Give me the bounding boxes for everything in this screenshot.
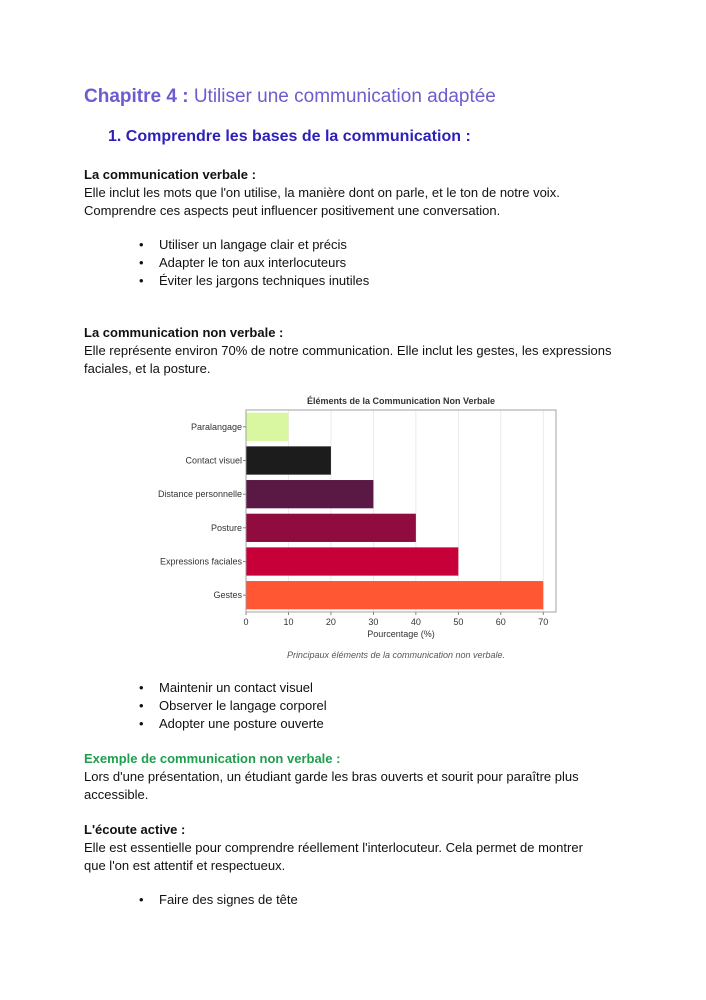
chart-bar [246,514,416,542]
chart-category-label: Contact visuel [185,455,242,466]
chart-caption: Principaux éléments de la communication non verbale. [286,650,506,660]
example-line-2: accessible. [84,787,149,802]
verbal-bullet-list [137,236,369,290]
chapter-title [84,86,496,108]
nonverbal-bar-chart [146,388,566,664]
chart-bar [246,581,543,609]
nonverbal-line-2: faciales, et la posture. [84,361,211,376]
chart-bar [246,480,373,508]
nonverbal-bullet-list [137,679,327,733]
listening-line-1: Elle est essentielle pour comprendre réellement l'interlocuteur. Cela permet de montrer [84,840,583,855]
list-item: • Éviter les jargons techniques inutiles [137,272,369,290]
chart-category-label: Distance personnelle [157,489,242,500]
listening-title: L'écoute active : [84,822,186,837]
chart-bar [246,413,288,441]
chart-category-label: Posture [210,522,242,533]
list-item: • Adopter une posture ouverte [137,715,327,733]
chapter-title-text: Utiliser une communication adaptée [193,86,496,107]
list-item: • Faire des signes de tête [137,891,298,909]
nonverbal-line-1: Elle représente environ 70% de notre communication. Elle inclut les gestes, les expressions [84,343,612,358]
example-line-1: Lors d'une présentation, un étudiant garde les bras ouverts et sourit pour paraître plus [84,769,579,784]
example-title: Exemple de communication non verbale : [84,751,341,766]
chart-x-tick-label: 50 [453,617,464,627]
chart-x-tick-label: 10 [283,617,294,627]
chart-category-label: Paralangage [190,421,242,432]
chart-x-tick-label: 70 [538,617,549,627]
list-item: • Adapter le ton aux interlocuteurs [137,254,369,272]
section-heading: 1. Comprendre les bases de la communication : [108,128,471,145]
list-item: • Maintenir un contact visuel [137,679,327,697]
verbal-title: La communication verbale : [84,167,256,182]
chart-x-tick-label: 40 [410,617,421,627]
listening-line-2: que l'on est attentif et respectueux. [84,858,286,873]
list-item: • Observer le langage corporel [137,697,327,715]
list-item: • Utiliser un langage clair et précis [137,236,369,254]
chart-x-axis-label: Pourcentage (%) [367,629,435,639]
listening-bullet-list [137,891,298,909]
chart-bar [246,446,331,474]
chart-x-tick-label: 30 [368,617,379,627]
chart-title: Éléments de la Communication Non Verbale [306,396,496,406]
nonverbal-title: La communication non verbale : [84,325,284,340]
chart-bar [246,547,458,575]
chart-category-label: Expressions faciales [159,556,242,567]
chart-category-label: Gestes [213,590,242,601]
chapter-prefix: Chapitre 4 : [84,86,189,107]
chart-x-tick-label: 60 [495,617,506,627]
verbal-line-2: Comprendre ces aspects peut influencer positivement une conversation. [84,203,501,218]
chart-x-tick-label: 20 [325,617,336,627]
verbal-line-1: Elle inclut les mots que l'on utilise, la manière dont on parle, et le ton de notre voix. [84,185,560,200]
chart-x-tick-label: 0 [243,617,249,627]
